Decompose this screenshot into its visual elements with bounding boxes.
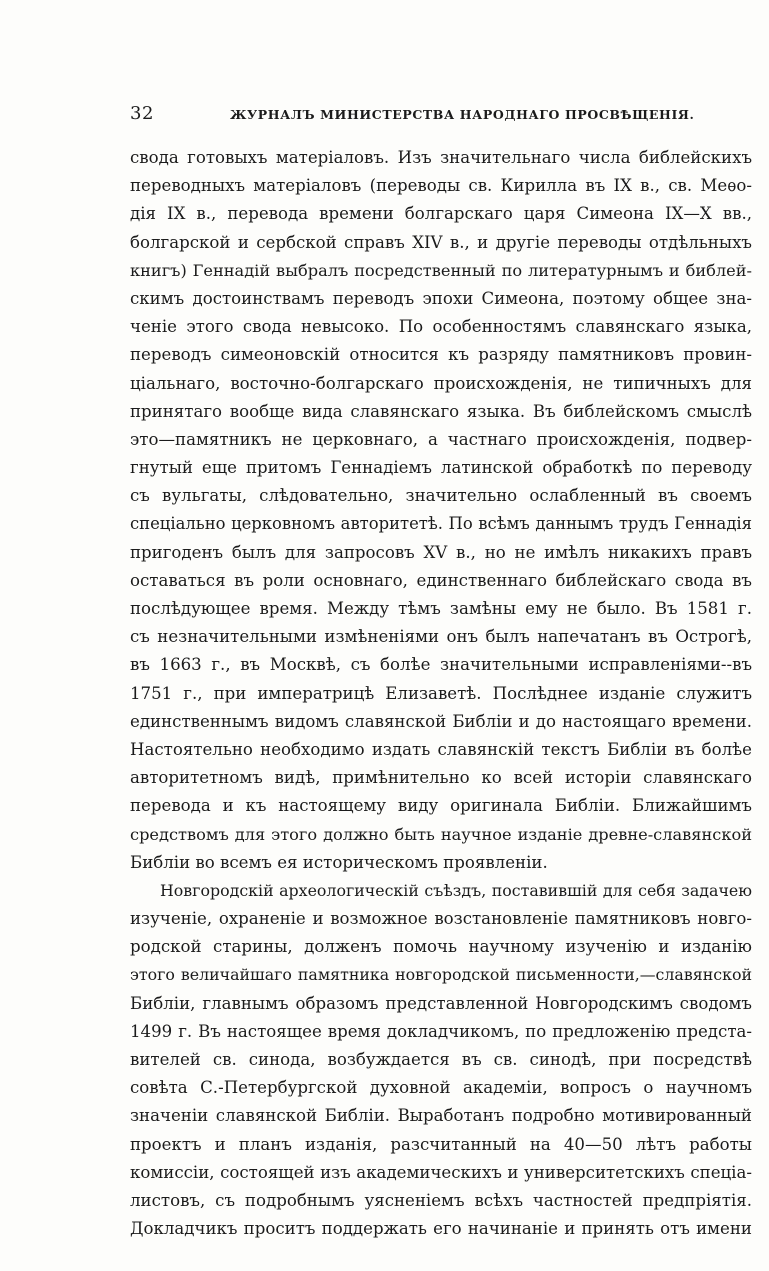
text-line: вителей св. синода, возбуждается въ св. синодѣ, при посредствѣ xyxy=(130,1050,752,1069)
text-line: это—памятникъ не церковнаго, а частнаго происхожденія, подвер- xyxy=(130,429,752,449)
text-line: спеціально церковномъ авторитетѣ. По всѣмъ даннымъ трудъ Геннадія xyxy=(130,514,752,534)
text-line: съ вульгаты, слѣдовательно, значительно ослабленный въ своемъ xyxy=(130,486,752,506)
text-line: гнутый еще притомъ Геннадіемъ латинской обработкѣ по переводу xyxy=(130,458,752,478)
text-line: средствомъ для этого должно быть научное изданіе древне-славянской xyxy=(130,824,752,844)
text-line: этого величайшаго памятника новгородской письменности,—славянской xyxy=(130,965,752,985)
text-line: Библіи, главнымъ образомъ представленной Новгородскимъ сводомъ xyxy=(130,993,752,1013)
text-line: ченіе этого свода невысоко. По особенностямъ славянскаго языка, xyxy=(130,317,752,337)
text-line: въ 1663 г., въ Москвѣ, съ болѣе значительными исправленіями--въ xyxy=(130,655,752,675)
text-line: Настоятельно необходимо издать славянскій текстъ Библіи въ болѣе xyxy=(130,739,752,759)
text-line: перевода и къ настоящему виду оригинала Библіи. Ближайшимъ xyxy=(130,796,752,816)
text-line: пригоденъ былъ для запросовъ XV в., но не имѣлъ никакихъ правъ xyxy=(130,542,752,562)
text-line: листовъ, съ подробнымъ уясненіемъ всѣхъ частностей предпріятія. xyxy=(130,1190,752,1210)
text-line: скимъ достоинствамъ переводъ эпохи Симеона, поэтому общее зна- xyxy=(130,288,752,308)
text-line: совѣта С.-Петербургской духовной академіи, вопросъ о научномъ xyxy=(130,1078,752,1098)
text-line: Докладчикъ проситъ поддержать его начинаніе и принять отъ имени xyxy=(130,1219,752,1239)
text-line: свода готовыхъ матеріаловъ. Изъ значительнаго числа библейскихъ xyxy=(130,148,752,167)
text-line: переводъ симеоновскій относится къ разряду памятниковъ провин- xyxy=(130,345,752,365)
text-line: 1751 г., при императрицѣ Елизаветѣ. Послѣднее изданіе служитъ xyxy=(130,683,752,703)
text-line: оставаться въ роли основнаго, единственнаго библейскаго свода въ xyxy=(130,570,752,590)
text-line: единственнымъ видомъ славянской Библіи и до настоящаго времени. xyxy=(130,711,752,731)
text-line: 1499 г. Въ настоящее время докладчикомъ, по предложенію предста- xyxy=(130,1021,752,1041)
page-header xyxy=(130,103,752,127)
text-line: проектъ и планъ изданія, разсчитанный на 40—50 лѣтъ работы xyxy=(130,1134,752,1154)
text-line: изученіе, охраненіе и возможное возстановленіе памятниковъ новго- xyxy=(130,909,752,929)
text-line: родской старины, долженъ помочь научному изученію и изданію xyxy=(130,937,752,957)
text-line: послѣдующее время. Между тѣмъ замѣны ему не было. Въ 1581 г. xyxy=(130,599,752,618)
body-text xyxy=(130,144,752,1243)
text-line: комиссіи, состоящей изъ академическихъ и университетскихъ спеціа- xyxy=(130,1162,752,1182)
text-line: Новгородскій археологическій съѣздъ, поставившій для себя задачею xyxy=(160,880,752,900)
paragraph xyxy=(130,144,752,877)
text-line: авторитетномъ видѣ, примѣнительно ко всей исторіи славянскаго xyxy=(130,768,752,788)
text-line: переводныхъ матеріаловъ (переводы св. Кирилла въ IX в., св. Меѳо- xyxy=(130,176,752,196)
text-line: болгарской и сербской справъ XIV в., и другіе переводы отдѣльныхъ xyxy=(130,232,752,252)
text-line: съ незначительными измѣненіями онъ былъ напечатанъ въ Острогѣ, xyxy=(130,627,752,647)
text-line: ціальнаго, восточно-болгарскаго происхожденія, не типичныхъ для xyxy=(130,373,752,393)
paragraph xyxy=(130,877,752,1243)
page-number: 32 xyxy=(130,103,154,124)
running-head: ЖУРНАЛЪ МИНИСТЕРСТВА НАРОДНАГО ПРОСВѢЩЕНІЯ. xyxy=(230,107,695,122)
text-line: Библіи во всемъ ея историческомъ проявленіи. xyxy=(130,852,548,872)
text-line: дія IX в., перевода времени болгарскаго царя Симеона IX—X вв., xyxy=(130,204,752,224)
text-line: принятаго вообще вида славянскаго языка. Въ библейскомъ смыслѣ xyxy=(130,401,752,421)
text-line: значеніи славянской Библіи. Выработанъ подробно мотивированный xyxy=(130,1106,752,1126)
text-line: книгъ) Геннадій выбралъ посредственный по литературнымъ и библей- xyxy=(130,260,752,280)
